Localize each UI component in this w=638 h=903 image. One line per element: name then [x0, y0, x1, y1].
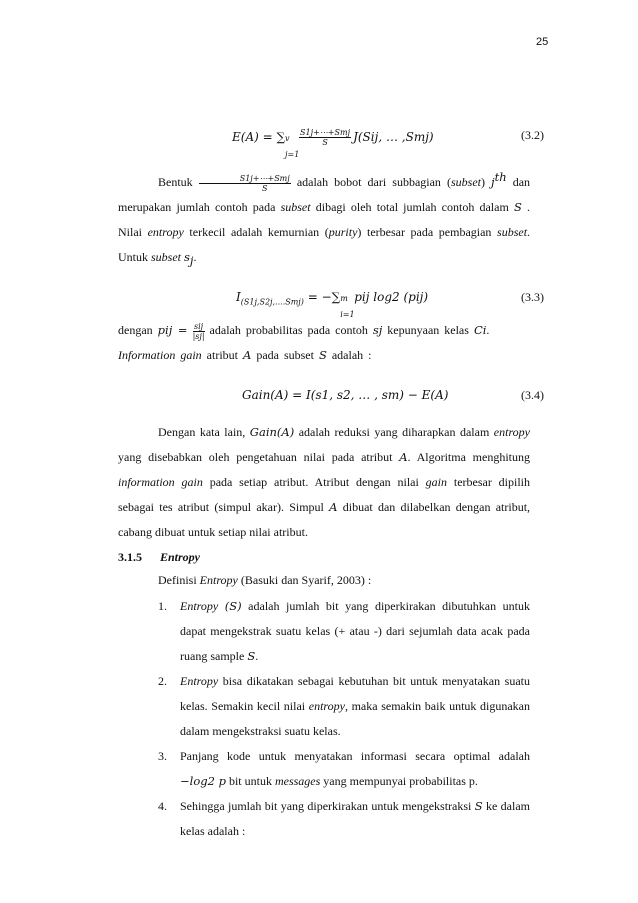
equation-number: (3.4): [521, 388, 544, 402]
equation-number: (3.2): [521, 128, 544, 142]
list-item: 1. Entropy (S) adalah jumlah bit yang diperkirakan dibutuhkan untuk dapat mengekstrak suatu kelas (+ atau -) dari sejumlah data acak pada ruang sample S.: [158, 599, 531, 663]
paragraph-bobot: Bentuk $\frac{\text{S1j+⋯+Smj}}{S}$ adalah bobot dari subbagian (subset) $j^{th}$ dan merupakan jumlah contoh pada subset dibagi oleh total jumlah contoh dalam S . Nilai entropy terkecil adalah kemurnian (purity) terbesar pada pembagian subset. Untuk subset $s_j$.: [118, 170, 531, 268]
definition-line: Definisi Entropy (Basuki dan Syarif, 2003) :: [158, 573, 372, 587]
section-heading: [118, 550, 200, 565]
equation-number: (3.3): [521, 290, 544, 304]
equation-3-4-body: Gain(A) = I(s1, s2, … , sm) − E(A): [242, 388, 449, 402]
list-item: 3. Panjang kode untuk menyatakan informasi secara optimal adalah −log2 p bit untuk messages yang mempunyai probabilitas p.: [158, 749, 530, 788]
section-number: 3.1.5: [118, 550, 142, 564]
equation-3-2-lhs: E(A) = ∑ v j=1 $\frac{\text{S1j+⋯+Smj}}{S}$ J(Sij, … ,Smj): [232, 128, 434, 159]
paragraph-gain: Dengan kata lain, Gain(A) adalah reduksi yang diharapkan dalam entropy yang disebabkan oleh pengetahuan nilai pada atribut A. Algoritma menghitung information gain pada setiap atribut. Atribut dengan nilai gain terbesar dipilih sebagai tes atribut (simpul akar). Simpul A dibuat dan dilabelkan dengan atribut, cabang dibuat untuk setiap nilai atribut.: [118, 425, 531, 539]
paragraph-probabilitas: dengan pij = $\frac{\text{sij}}{|sj|}$ adalah probabilitas pada contoh sj kepunyaan kelas Ci. Information gain atribut A pada subset S adalah :: [118, 321, 490, 362]
equation-3-3-body: $I_{(S1j,S2j,....Smj)}$ = −∑ m i=1 pij log2 (pij): [236, 290, 429, 319]
list-item: 2. Entropy bisa dikatakan sebagai kebutuhan bit untuk menyatakan suatu kelas. Semakin kecil nilai entropy, maka semakin baik untuk digunakan dalam mengekstraksi suatu kelas.: [158, 674, 531, 738]
equation-3-2: [0, 118, 638, 158]
section-title: Entropy: [160, 550, 201, 564]
list-item: 4. Sehingga jumlah bit yang diperkirakan untuk mengekstraksi S ke dalam kelas adalah :: [158, 799, 530, 838]
page-number: 25: [536, 36, 549, 48]
